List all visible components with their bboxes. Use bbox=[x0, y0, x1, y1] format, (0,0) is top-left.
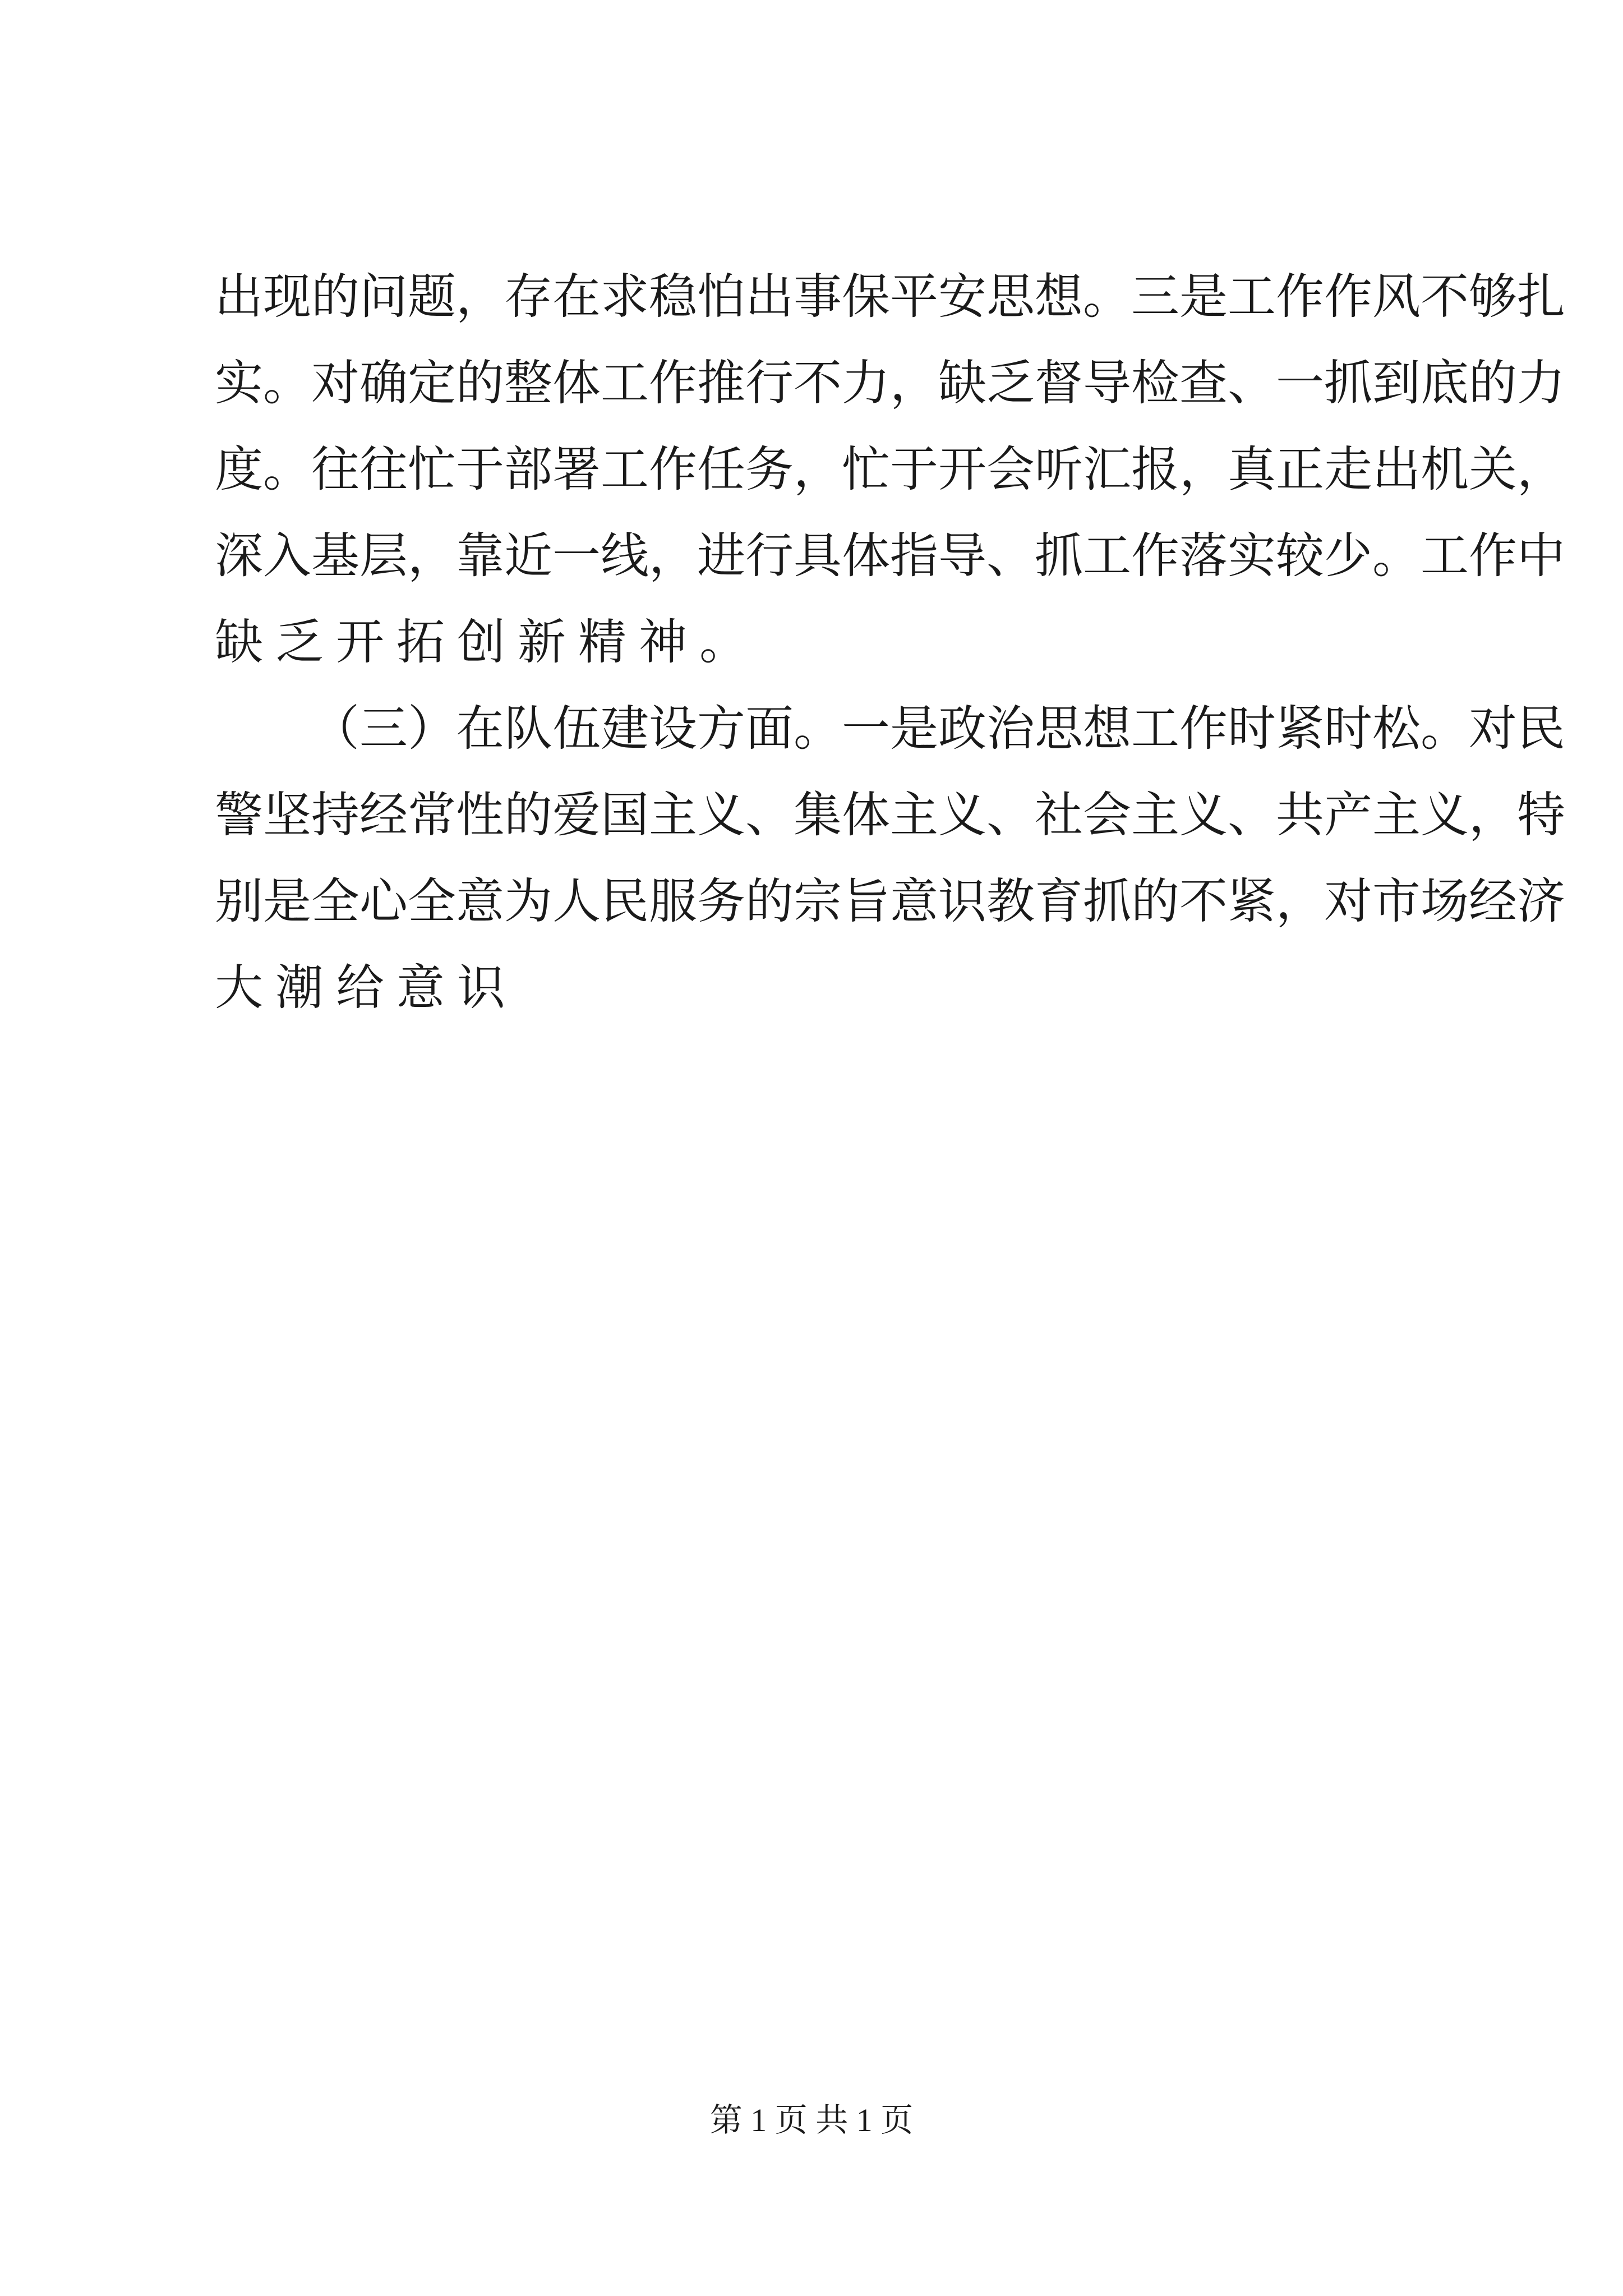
page-number-footer: 第 1 页 共 1 页 bbox=[709, 2102, 914, 2138]
text-line: 别是全心全意为人民服务的宗旨意识教育抓的不紧，对市场经济 bbox=[215, 873, 1565, 930]
document-body bbox=[215, 254, 1565, 1031]
text-line: 缺乏开拓创新精神。 bbox=[215, 614, 760, 670]
text-line: 深入基层，靠近一线，进行具体指导、抓工作落实较少。工作中 bbox=[215, 528, 1565, 584]
text-line: 度。往往忙于部署工作任务，忙于开会听汇报，真正走出机关， bbox=[215, 441, 1565, 498]
paragraph bbox=[215, 254, 1565, 685]
text-line: （三）在队伍建设方面。一是政治思想工作时紧时松。对民 bbox=[311, 701, 1565, 757]
text-line: 出现的问题，存在求稳怕出事保平安思想。三是工作作风不够扎 bbox=[215, 269, 1565, 325]
paragraph bbox=[215, 685, 1565, 1031]
text-line: 实。对确定的整体工作推行不力，缺乏督导检查、一抓到底的力 bbox=[215, 355, 1565, 411]
text-line: 大潮给意识 bbox=[215, 960, 518, 1016]
text-line: 警坚持经常性的爱国主义、集体主义、社会主义、共产主义，特 bbox=[215, 787, 1565, 843]
